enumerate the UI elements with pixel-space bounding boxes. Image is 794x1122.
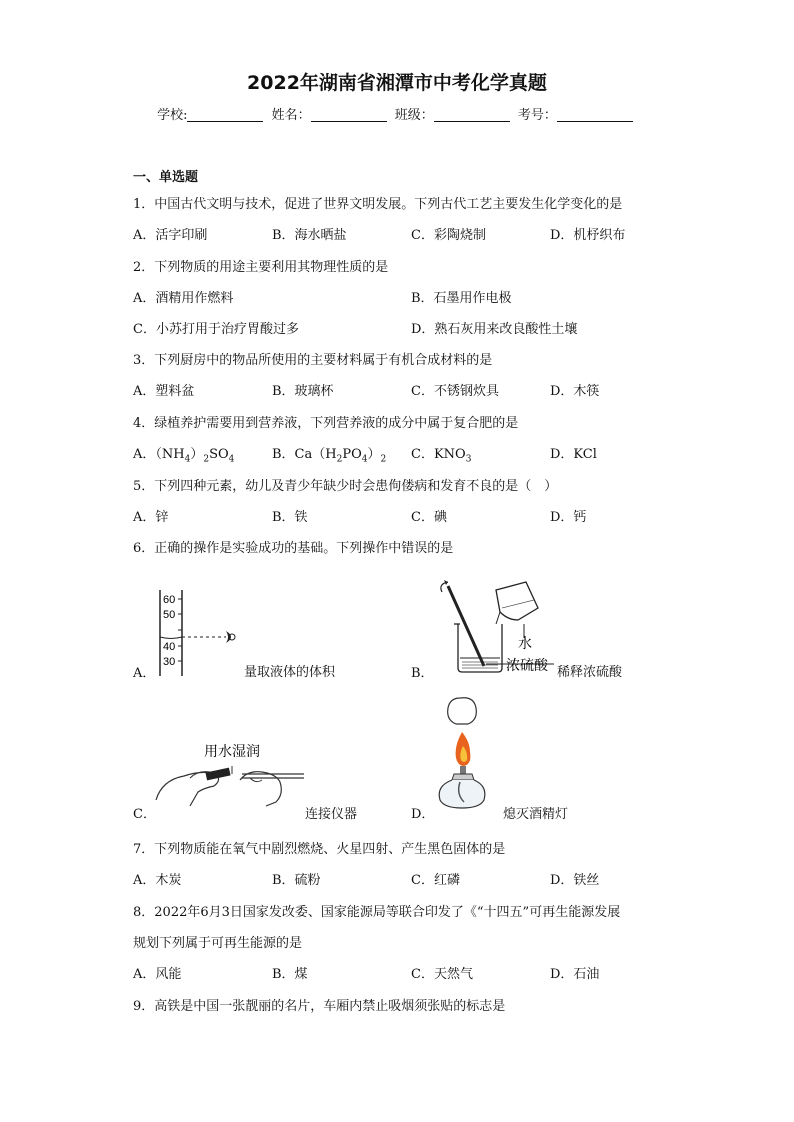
class-blank[interactable] [434,107,510,122]
question-6-option-c: C． [133,807,156,822]
question-9-stem: 9．高铁是中国一张靓丽的名片，车厢内禁止吸烟须张贴的标志是 [133,999,506,1014]
question-1-option-d: D．机杼织布 [550,228,626,243]
question-8-option-d: D．石油 [550,967,600,982]
question-3-option-a: A．塑料盆 [133,384,195,399]
school-label: 学校: [157,108,188,123]
number-label: 考号： [517,108,557,123]
question-8-stem-cont: 规划下列属于可再生能源的是 [133,936,303,951]
question-8-option-c: C．天然气 [411,967,473,982]
question-4-option-d: D．KCl [550,447,597,462]
question-3-option-d: D．木筷 [550,384,600,399]
question-2-stem: 2．下列物质的用途主要利用其物理性质的是 [133,260,389,275]
question-2-option-b: B．石墨用作电极 [411,291,512,306]
question-4-option-c: C．$KNO_3$ [411,447,472,465]
wet-label: 用水湿润 [204,743,260,759]
question-2-option-a: A．酒精用作燃料 [133,291,234,306]
question-3-option-c: C．不锈钢炊具 [411,384,499,399]
question-7-option-a: A．木炭 [133,873,182,888]
question-4-option-b: B．$Ca(H_2PO_4)_2$ [272,447,387,465]
question-5-stem: 5．下列四种元素，幼儿及青少年缺少时会患佝偻病和发育不良的是（ ） [133,479,558,494]
question-5-option-b: B．铁 [272,510,308,525]
question-2-option-c: C．小苏打用于治疗胃酸过多 [133,322,299,337]
name-label: 姓名： [271,108,311,123]
question-3-option-b: B．玻璃杯 [272,384,334,399]
question-8-option-a: A．风能 [133,967,182,982]
question-5-option-a: A．锌 [133,510,169,525]
question-6-stem: 6．正确的操作是实验成功的基础。下列操作中错误的是 [133,541,454,556]
question-6-option-d: D． [411,807,435,822]
question-4-stem: 4．绿植养护需要用到营养液，下列营养液的成分中属于复合肥的是 [133,416,519,431]
class-label: 班级： [394,108,434,123]
graduated-cylinder-figure [148,584,248,680]
figure-d-caption: 熄灭酒精灯 [503,807,569,822]
number-blank[interactable] [557,107,633,122]
question-8-option-b: B．煤 [272,967,308,982]
question-1-stem: 1．中国古代文明与技术，促进了世界文明发展。下列古代工艺主要发生化学变化的是 [133,197,623,212]
tick-label: 40 [163,641,176,653]
question-1-option-b: B．海水晒盐 [272,228,347,243]
dilution-figure [430,578,555,678]
question-7-stem: 7．下列物质能在氧气中剧烈燃烧、火星四射、产生黑色固体的是 [133,842,506,857]
question-7-option-d: D．铁丝 [550,873,600,888]
page-title: 2022年湖南省湘潭市中考化学真题 [247,72,547,94]
question-7-option-c: C．红磷 [411,873,460,888]
question-1-option-c: C．彩陶烧制 [411,228,486,243]
question-6-option-a: A． [133,666,156,681]
school-blank[interactable] [187,107,263,122]
alcohol-lamp-figure [430,690,494,812]
tick-label: 60 [163,594,176,606]
figure-b-caption: 稀释浓硫酸 [557,665,623,680]
figure-c-caption: 连接仪器 [305,807,358,822]
figure-a-caption: 量取液体的体积 [244,665,336,680]
acid-label: 浓硫酸 [506,657,548,673]
section-heading: 一、单选题 [133,170,199,185]
question-1-option-a: A．活字印刷 [133,228,208,243]
water-label: 水 [518,635,532,651]
question-5-option-c: C．碘 [411,510,447,525]
question-2-option-d: D．熟石灰用来改良酸性土壤 [411,322,578,337]
question-3-stem: 3．下列厨房中的物品所使用的主要材料属于有机合成材料的是 [133,353,493,368]
question-6-option-b: B． [411,666,434,681]
question-5-option-d: D．钙 [550,510,587,525]
connecting-figure [150,740,308,810]
question-8-stem: 8．2022年6月3日国家发改委、国家能源局等联合印发了《“十四五”可再生能源发展 [133,905,621,920]
question-7-option-b: B．硫粉 [272,873,321,888]
question-4-option-a: A．$(NH_4)_2SO_4$ [133,447,235,465]
student-info-line [0,104,794,123]
tick-label: 50 [163,609,176,621]
tick-label: 30 [163,656,176,668]
name-blank[interactable] [311,107,387,122]
